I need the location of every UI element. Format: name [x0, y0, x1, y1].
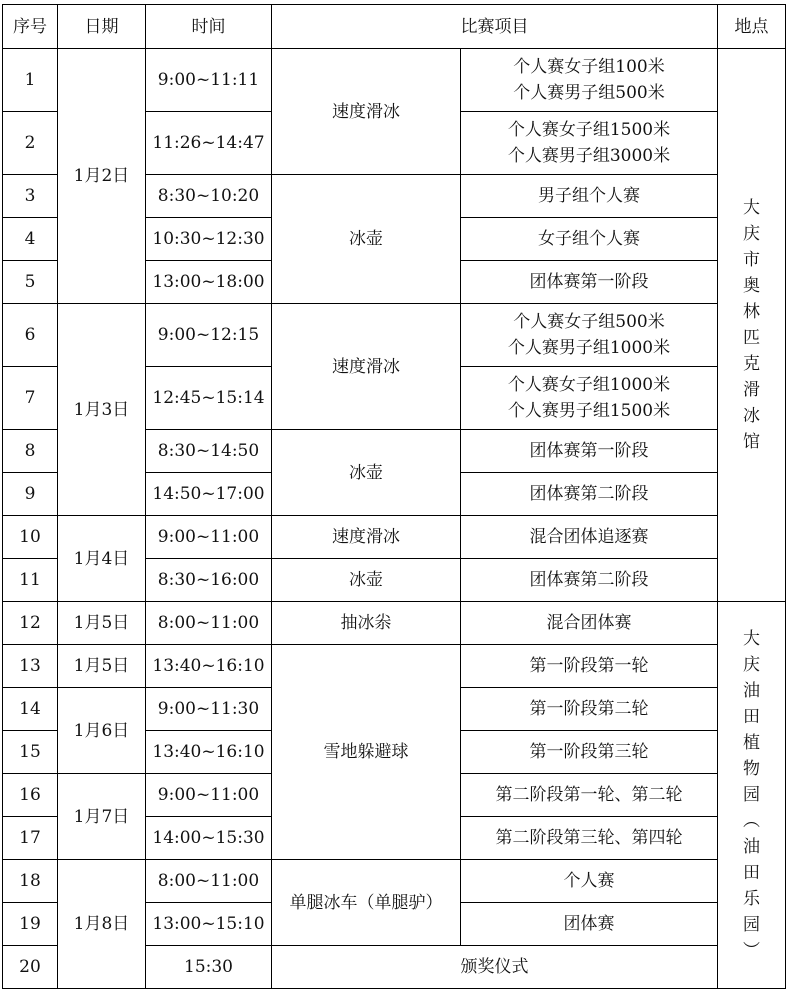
table-row	[3, 645, 786, 688]
date-cell: 1月3日	[58, 304, 146, 516]
row-number: 3	[3, 175, 58, 218]
ceremony-cell: 颁奖仪式	[272, 946, 718, 989]
venue-char: 大	[743, 198, 760, 218]
venue-char: 物	[743, 759, 760, 779]
sport-cell: 速度滑冰	[272, 304, 461, 430]
time-cell: 13:40~16:10	[146, 645, 272, 688]
event-cell: 团体赛第二阶段	[461, 473, 718, 516]
time-cell: 8:00~11:00	[146, 602, 272, 645]
row-number: 1	[3, 49, 58, 112]
event-cell: 男子组个人赛	[461, 175, 718, 218]
sport-cell: 雪地躲避球	[272, 645, 461, 860]
venue-char: 乐	[743, 889, 760, 909]
sport-cell: 抽冰尜	[272, 602, 461, 645]
sport-cell: 速度滑冰	[272, 516, 461, 559]
time-cell: 12:45~15:14	[146, 367, 272, 430]
date-cell: 1月5日	[58, 645, 146, 688]
table-row	[3, 304, 786, 367]
venue-oilfield-garden	[718, 602, 786, 989]
header-event: 比赛项目	[272, 5, 718, 49]
sport-cell: 冰壶	[272, 430, 461, 516]
row-number: 15	[3, 731, 58, 774]
venue-char: 匹	[743, 328, 760, 348]
event-line: 个人赛男子组500米	[513, 83, 665, 103]
event-line: 个人赛女子组1500米	[507, 120, 671, 140]
venue-char: 田	[743, 707, 760, 727]
venue-char: ︵	[743, 811, 760, 831]
time-cell: 13:40~16:10	[146, 731, 272, 774]
header-date: 日期	[58, 5, 146, 49]
event-cell: 第一阶段第一轮	[461, 645, 718, 688]
row-number: 19	[3, 903, 58, 946]
row-number: 2	[3, 112, 58, 175]
venue-char: 油	[743, 681, 760, 701]
event-cell: 团体赛第一阶段	[461, 261, 718, 304]
row-number: 5	[3, 261, 58, 304]
venue-char: 植	[743, 733, 760, 753]
time-cell: 11:26~14:47	[146, 112, 272, 175]
header-row	[3, 5, 786, 49]
table-row	[3, 602, 786, 645]
venue-char: 滑	[743, 380, 760, 400]
event-cell: 混合团体追逐赛	[461, 516, 718, 559]
venue-char: 奥	[743, 276, 760, 296]
venue-char: 田	[743, 863, 760, 883]
event-cell: 第一阶段第二轮	[461, 688, 718, 731]
event-line: 个人赛女子组100米	[513, 57, 665, 77]
time-cell: 9:00~11:11	[146, 49, 272, 112]
date-cell: 1月8日	[58, 860, 146, 989]
time-cell: 14:00~15:30	[146, 817, 272, 860]
event-cell: 团体赛第二阶段	[461, 559, 718, 602]
event-cell: 团体赛第一阶段	[461, 430, 718, 473]
table-row	[3, 516, 786, 559]
venue-char: 大	[743, 629, 760, 649]
row-number: 20	[3, 946, 58, 989]
event-cell: 第二阶段第一轮、第二轮	[461, 774, 718, 817]
date-cell: 1月2日	[58, 49, 146, 304]
row-number: 4	[3, 218, 58, 261]
time-cell: 8:30~14:50	[146, 430, 272, 473]
row-number: 11	[3, 559, 58, 602]
row-number: 12	[3, 602, 58, 645]
header-venue: 地点	[718, 5, 786, 49]
time-cell: 13:00~15:10	[146, 903, 272, 946]
table-row	[3, 860, 786, 903]
row-number: 9	[3, 473, 58, 516]
venue-char: 市	[743, 250, 760, 270]
venue-char: 园	[743, 785, 760, 805]
header-time: 时间	[146, 5, 272, 49]
row-number: 14	[3, 688, 58, 731]
sport-cell: 冰壶	[272, 559, 461, 602]
date-cell: 1月5日	[58, 602, 146, 645]
time-cell: 9:00~11:00	[146, 774, 272, 817]
event-line: 个人赛男子组1000米	[507, 338, 671, 358]
event-cell: 第二阶段第三轮、第四轮	[461, 817, 718, 860]
time-cell: 8:30~16:00	[146, 559, 272, 602]
time-cell: 9:00~12:15	[146, 304, 272, 367]
time-cell: 15:30	[146, 946, 272, 989]
event-cell: 第一阶段第三轮	[461, 731, 718, 774]
row-number: 13	[3, 645, 58, 688]
row-number: 7	[3, 367, 58, 430]
venue-char: 克	[743, 354, 760, 374]
venue-char: 庆	[743, 655, 760, 675]
time-cell: 9:00~11:00	[146, 516, 272, 559]
date-cell: 1月4日	[58, 516, 146, 602]
row-number: 6	[3, 304, 58, 367]
row-number: 8	[3, 430, 58, 473]
event-cell: 女子组个人赛	[461, 218, 718, 261]
sport-cell: 速度滑冰	[272, 49, 461, 175]
venue-char: 林	[743, 302, 760, 322]
time-cell: 8:30~10:20	[146, 175, 272, 218]
time-cell: 14:50~17:00	[146, 473, 272, 516]
time-cell: 10:30~12:30	[146, 218, 272, 261]
time-cell: 8:00~11:00	[146, 860, 272, 903]
venue-olympic-rink	[718, 49, 786, 602]
venue-char: 冰	[743, 406, 760, 426]
event-cell	[461, 304, 718, 367]
event-cell	[461, 112, 718, 175]
time-cell: 9:00~11:30	[146, 688, 272, 731]
date-cell: 1月7日	[58, 774, 146, 860]
event-cell: 混合团体赛	[461, 602, 718, 645]
schedule-table	[2, 4, 786, 989]
row-number: 18	[3, 860, 58, 903]
header-no: 序号	[3, 5, 58, 49]
venue-char: ︶	[743, 941, 760, 961]
event-line: 个人赛男子组3000米	[507, 146, 671, 166]
venue-char: 油	[743, 837, 760, 857]
venue-char: 馆	[743, 432, 760, 452]
event-line: 个人赛女子组1000米	[507, 375, 671, 395]
venue-char: 园	[743, 915, 760, 935]
date-cell: 1月6日	[58, 688, 146, 774]
event-cell: 个人赛	[461, 860, 718, 903]
sport-cell: 单腿冰车（单腿驴）	[272, 860, 461, 946]
event-cell	[461, 367, 718, 430]
row-number: 16	[3, 774, 58, 817]
venue-char: 庆	[743, 224, 760, 244]
sport-cell: 冰壶	[272, 175, 461, 304]
row-number: 17	[3, 817, 58, 860]
row-number: 10	[3, 516, 58, 559]
table-row	[3, 49, 786, 112]
event-cell: 团体赛	[461, 903, 718, 946]
event-line: 个人赛男子组1500米	[507, 401, 671, 421]
event-cell	[461, 49, 718, 112]
event-line: 个人赛女子组500米	[513, 312, 665, 332]
time-cell: 13:00~18:00	[146, 261, 272, 304]
